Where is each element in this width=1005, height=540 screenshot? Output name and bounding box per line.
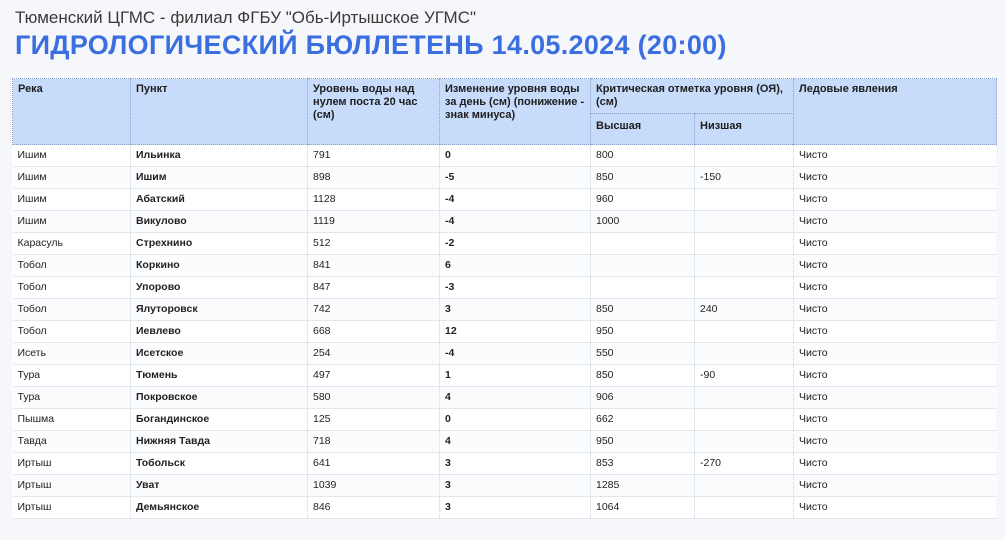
cell-river: Тобол [13, 321, 131, 343]
cell-critical-high: 1285 [591, 475, 695, 497]
cell-critical-high [591, 233, 695, 255]
cell-change: 3 [440, 475, 591, 497]
cell-ice: Чисто [794, 167, 997, 189]
cell-ice: Чисто [794, 343, 997, 365]
cell-critical-high: 906 [591, 387, 695, 409]
cell-level: 898 [308, 167, 440, 189]
cell-river: Карасуль [13, 233, 131, 255]
table-row [13, 233, 997, 255]
table-header [13, 79, 997, 145]
column-header-point: Пункт [131, 79, 308, 145]
cell-point: Коркино [131, 255, 308, 277]
cell-change: 0 [440, 409, 591, 431]
cell-level: 846 [308, 497, 440, 519]
cell-point: Нижняя Тавда [131, 431, 308, 453]
cell-change: 12 [440, 321, 591, 343]
column-header-change: Изменение уровня воды за день (см) (понижение - знак минуса) [440, 79, 591, 145]
cell-level: 718 [308, 431, 440, 453]
cell-critical-low [695, 255, 794, 277]
cell-critical-low [695, 475, 794, 497]
cell-ice: Чисто [794, 321, 997, 343]
table-row [13, 145, 997, 167]
cell-change: 1 [440, 365, 591, 387]
column-header-critical: Критическая отметка уровня (ОЯ), (см) [591, 79, 794, 114]
table-row [13, 189, 997, 211]
cell-change: 3 [440, 299, 591, 321]
cell-point: Абатский [131, 189, 308, 211]
cell-change: 6 [440, 255, 591, 277]
cell-point: Исетское [131, 343, 308, 365]
cell-change: 4 [440, 431, 591, 453]
cell-level: 1128 [308, 189, 440, 211]
table-row [13, 365, 997, 387]
cell-change: -4 [440, 343, 591, 365]
cell-critical-low: -270 [695, 453, 794, 475]
cell-river: Тура [13, 387, 131, 409]
cell-ice: Чисто [794, 453, 997, 475]
cell-river: Тура [13, 365, 131, 387]
cell-level: 641 [308, 453, 440, 475]
cell-level: 791 [308, 145, 440, 167]
cell-river: Исеть [13, 343, 131, 365]
column-header-ice: Ледовые явления [794, 79, 997, 145]
cell-ice: Чисто [794, 431, 997, 453]
cell-point: Иевлево [131, 321, 308, 343]
cell-point: Упорово [131, 277, 308, 299]
cell-level: 847 [308, 277, 440, 299]
table-row [13, 431, 997, 453]
column-header-critical-high: Высшая [591, 114, 695, 145]
table-row [13, 277, 997, 299]
cell-point: Ялуторовск [131, 299, 308, 321]
cell-critical-high [591, 255, 695, 277]
organization-subtitle: Тюменский ЦГМС - филиал ФГБУ "Обь-Иртышское УГМС" [15, 8, 477, 27]
page-title: ГИДРОЛОГИЧЕСКИЙ БЮЛЛЕТЕНЬ 14.05.2024 (20:00) [15, 30, 727, 60]
cell-level: 497 [308, 365, 440, 387]
cell-change: -3 [440, 277, 591, 299]
cell-point: Богандинское [131, 409, 308, 431]
cell-river: Ишим [13, 145, 131, 167]
cell-ice: Чисто [794, 365, 997, 387]
cell-ice: Чисто [794, 277, 997, 299]
cell-critical-high: 850 [591, 299, 695, 321]
cell-change: -5 [440, 167, 591, 189]
cell-critical-low [695, 409, 794, 431]
cell-critical-high: 662 [591, 409, 695, 431]
cell-level: 668 [308, 321, 440, 343]
cell-point: Ильинка [131, 145, 308, 167]
table-row [13, 409, 997, 431]
cell-critical-low [695, 343, 794, 365]
cell-critical-high: 800 [591, 145, 695, 167]
cell-river: Иртыш [13, 453, 131, 475]
cell-river: Тобол [13, 299, 131, 321]
cell-critical-low: -90 [695, 365, 794, 387]
cell-ice: Чисто [794, 189, 997, 211]
bulletin-table [12, 78, 997, 519]
cell-critical-low [695, 387, 794, 409]
cell-critical-low [695, 321, 794, 343]
table-row [13, 475, 997, 497]
cell-ice: Чисто [794, 387, 997, 409]
cell-level: 125 [308, 409, 440, 431]
cell-ice: Чисто [794, 255, 997, 277]
cell-point: Тобольск [131, 453, 308, 475]
bulletin-table-container [12, 78, 996, 519]
cell-point: Уват [131, 475, 308, 497]
cell-critical-low [695, 145, 794, 167]
cell-ice: Чисто [794, 497, 997, 519]
cell-river: Тобол [13, 277, 131, 299]
cell-critical-high [591, 277, 695, 299]
cell-point: Стрехнино [131, 233, 308, 255]
cell-level: 580 [308, 387, 440, 409]
cell-river: Ишим [13, 167, 131, 189]
cell-river: Ишим [13, 189, 131, 211]
cell-critical-high: 850 [591, 167, 695, 189]
cell-critical-high: 1064 [591, 497, 695, 519]
cell-critical-low [695, 233, 794, 255]
cell-critical-low: 240 [695, 299, 794, 321]
table-body [13, 145, 997, 519]
cell-level: 512 [308, 233, 440, 255]
column-header-level: Уровень воды над нулем поста 20 час (см) [308, 79, 440, 145]
cell-river: Иртыш [13, 475, 131, 497]
cell-river: Тобол [13, 255, 131, 277]
cell-ice: Чисто [794, 475, 997, 497]
cell-ice: Чисто [794, 409, 997, 431]
cell-critical-high: 950 [591, 431, 695, 453]
cell-critical-low [695, 277, 794, 299]
cell-critical-low [695, 189, 794, 211]
table-row [13, 387, 997, 409]
cell-change: -4 [440, 189, 591, 211]
column-header-critical-low: Низшая [695, 114, 794, 145]
cell-level: 254 [308, 343, 440, 365]
cell-ice: Чисто [794, 233, 997, 255]
column-header-river: Река [13, 79, 131, 145]
cell-point: Ишим [131, 167, 308, 189]
cell-critical-high: 960 [591, 189, 695, 211]
cell-river: Пышма [13, 409, 131, 431]
cell-ice: Чисто [794, 211, 997, 233]
cell-critical-high: 1000 [591, 211, 695, 233]
cell-river: Иртыш [13, 497, 131, 519]
cell-level: 841 [308, 255, 440, 277]
cell-critical-low [695, 211, 794, 233]
table-row [13, 321, 997, 343]
cell-level: 1119 [308, 211, 440, 233]
cell-point: Тюмень [131, 365, 308, 387]
cell-point: Покровское [131, 387, 308, 409]
cell-critical-low [695, 431, 794, 453]
cell-point: Демьянское [131, 497, 308, 519]
cell-critical-high: 550 [591, 343, 695, 365]
cell-critical-high: 853 [591, 453, 695, 475]
cell-critical-low: -150 [695, 167, 794, 189]
cell-river: Тавда [13, 431, 131, 453]
table-row [13, 299, 997, 321]
cell-critical-low [695, 497, 794, 519]
table-row [13, 167, 997, 189]
table-row [13, 343, 997, 365]
cell-change: -4 [440, 211, 591, 233]
cell-ice: Чисто [794, 299, 997, 321]
table-row [13, 453, 997, 475]
cell-change: 3 [440, 453, 591, 475]
cell-change: 4 [440, 387, 591, 409]
cell-level: 742 [308, 299, 440, 321]
cell-critical-high: 950 [591, 321, 695, 343]
table-row [13, 211, 997, 233]
cell-change: 0 [440, 145, 591, 167]
table-row [13, 255, 997, 277]
table-row [13, 497, 997, 519]
cell-change: 3 [440, 497, 591, 519]
cell-river: Ишим [13, 211, 131, 233]
cell-change: -2 [440, 233, 591, 255]
cell-level: 1039 [308, 475, 440, 497]
cell-point: Викулово [131, 211, 308, 233]
cell-critical-high: 850 [591, 365, 695, 387]
cell-ice: Чисто [794, 145, 997, 167]
